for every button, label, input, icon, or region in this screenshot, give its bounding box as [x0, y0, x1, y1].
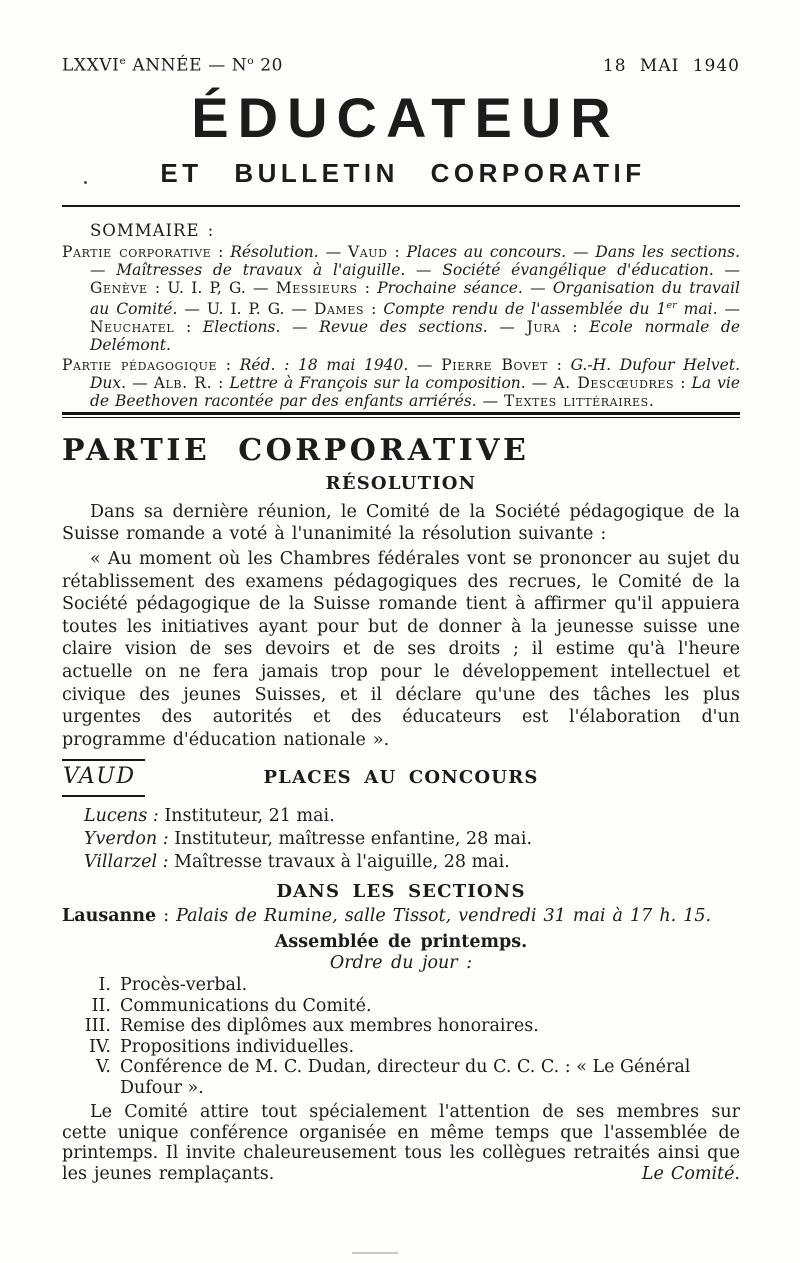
closing-text: Le Comité attire tout spécialement l'attention de ses membres sur cette unique conférence organisée en même temps que l'assemblée de printemps. Il invite chaleureusement tous les collègues retraités ainsi que les jeunes remplaçants. — [62, 1102, 740, 1184]
vacancy-entry — [84, 805, 740, 828]
sommaire-partie-corporative: Partie corporative : Résolution. — Vaud : Places au concours. — Dans les sections. — Maîtresses de travaux à l'aiguille. — Société évangélique d'éducation. — Genève : U. I. P, G. — Messieurs : Prochaine séance. — Organisation du travail au Comité. — U. I. P. G. — Dames : Compte rendu de l'assemblée du 1er mai. — Neuchatel : Elections. — Revue des sections. — Jura : Ecole normale de Delémont. — [62, 242, 741, 354]
agenda-item — [62, 975, 740, 996]
publication-subtitle: ET BULLETIN CORPORATIF — [160, 157, 646, 188]
signature: Le Comité. — [641, 1163, 740, 1184]
vacancy-detail: Instituteur, maîtresse enfantine, 28 mai. — [174, 829, 533, 850]
vacancy-place: Villarzel : — [84, 852, 169, 873]
section-divider — [62, 412, 740, 418]
masthead-divider — [62, 205, 740, 207]
sommaire-partie-pedagogique: Partie pédagogique : Réd. : 18 mai 1940. — Pierre Bovet : G.-H. Dufour Helvet. Dux. — Alb. R. : Lettre à François sur la composition. — A. Descœudres : La vie de Beethoven racontée par des enfants arriérés. — Textes littéraires. — [62, 355, 741, 410]
agenda-numeral: II. — [91, 995, 111, 1016]
sommaire-section — [62, 221, 740, 410]
vacancy-entry — [84, 851, 740, 874]
vacancy-list — [84, 805, 740, 874]
vacancy-place: Yverdon : — [84, 829, 169, 850]
agenda-numeral: V. — [95, 1057, 111, 1078]
agenda-numeral: III. — [84, 1016, 111, 1037]
vacancy-place: Lucens : — [84, 806, 159, 827]
agenda-text: Remise des diplômes aux membres honoraires. — [120, 1016, 539, 1037]
vaud-header — [62, 759, 740, 801]
resolution-quote-paragraph: « Au moment où les Chambres fédérales vont se prononcer au sujet du rétablissement des examens pédagogiques des recrues, le Comité de la Société pédagogique de la Suisse romande tient à affirmer qu'il appuiera toutes les initiatives ayant pour but de donner à la jeunesse suisse une claire vision de ses devoirs et de ses droits ; il estime qu'à l'heure actuelle on ne fera jamais trop pour le développement intellectuel et civique des jeunes Suisses, et il déclare qu'une des tâches les plus urgentes des autorités et des éducateurs est l'élaboration d'un programme d'éducation nationale ». — [62, 549, 740, 750]
canton-label-vaud: VAUD — [62, 759, 145, 797]
agenda-item — [62, 1037, 740, 1058]
lausanne-meeting-line: Lausanne : Palais de Rumine, salle Tissot, vendredi 31 mai à 17 h. 15. — [62, 906, 712, 927]
agenda-text: Conférence de M. C. Dudan, directeur du C. C. C. : « Le Général Dufour ». — [120, 1057, 691, 1098]
agenda-item — [62, 996, 740, 1017]
sommaire-heading: SOMMAIRE : — [90, 220, 215, 240]
agenda-numeral: IV. — [88, 1036, 111, 1057]
assembly-title: Assemblée de printemps. — [274, 932, 528, 953]
ink-speck — [84, 181, 87, 184]
issue-date: 18 MAI 1940 — [602, 55, 740, 76]
publication-title: ÉDUCATEUR — [191, 85, 620, 149]
agenda-numeral: I. — [98, 975, 111, 996]
masthead — [62, 50, 740, 77]
agenda-label: Ordre du jour : — [329, 953, 473, 974]
closing-paragraph — [62, 1102, 740, 1184]
dans-les-sections-heading: DANS LES SECTIONS — [276, 881, 526, 903]
vacancy-detail: Maîtresse travaux à l'aiguille, 28 mai. — [174, 852, 510, 873]
partie-corporative-section — [62, 434, 740, 1185]
agenda-text: Procès-verbal. — [120, 975, 248, 996]
resolution-intro-paragraph: Dans sa dernière réunion, le Comité de la Société pédagogique de la Suisse romande a voté à l'unanimité la résolution suivante : — [62, 501, 740, 545]
agenda-item — [62, 1057, 740, 1098]
agenda-text: Communications du Comité. — [120, 995, 372, 1016]
agenda-list — [62, 975, 740, 1098]
scan-artifact-mark — [352, 1252, 398, 1254]
vacancy-entry — [84, 828, 740, 851]
places-au-concours-heading: PLACES AU CONCOURS — [263, 767, 539, 789]
partie-corporative-heading: PARTIE CORPORATIVE — [62, 432, 530, 468]
agenda-item — [62, 1016, 740, 1037]
resolution-heading: RÉSOLUTION — [325, 472, 477, 494]
agenda-text: Propositions individuelles. — [120, 1036, 355, 1057]
vacancy-detail: Instituteur, 21 mai. — [164, 806, 335, 827]
edition-number: LXXVIe ANNÉE — $N^o$ 20 — [62, 55, 284, 76]
